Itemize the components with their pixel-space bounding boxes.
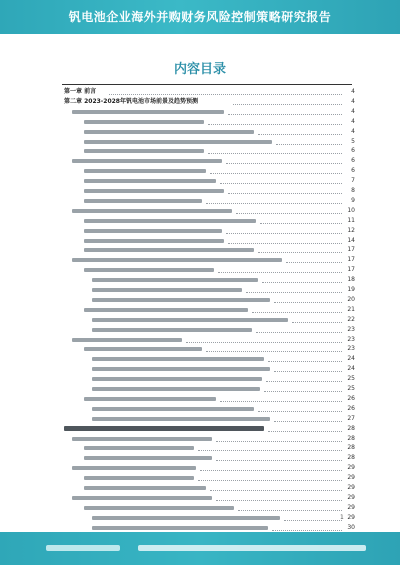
toc-leader-dots bbox=[220, 401, 342, 402]
toc-entry[interactable] bbox=[0, 443, 400, 453]
toc-page-number: 5 bbox=[351, 137, 355, 145]
toc-page-number: 23 bbox=[347, 325, 355, 333]
toc-entry-label-redacted bbox=[92, 407, 254, 411]
toc-entry[interactable] bbox=[0, 463, 400, 473]
toc-page-number: 28 bbox=[347, 454, 355, 462]
toc-entry[interactable] bbox=[0, 166, 400, 176]
toc-entry-label-redacted bbox=[92, 318, 288, 322]
toc-entry-label-redacted bbox=[72, 338, 182, 342]
toc-entry-label-redacted bbox=[84, 120, 204, 124]
toc-entry-label-redacted bbox=[84, 347, 202, 351]
toc-leader-dots bbox=[218, 272, 342, 273]
toc-entry[interactable] bbox=[0, 117, 400, 127]
toc-entry-label: 第一章 前言 bbox=[64, 88, 97, 95]
toc-entry-label-redacted bbox=[92, 417, 270, 421]
toc-entry[interactable] bbox=[0, 503, 400, 513]
toc-entry[interactable] bbox=[0, 265, 400, 275]
toc-page-number: 4 bbox=[351, 127, 355, 135]
toc-page-number: 28 bbox=[347, 424, 355, 432]
toc-entry[interactable] bbox=[0, 156, 400, 166]
toc-entry[interactable] bbox=[0, 275, 400, 285]
toc-entry-label-redacted bbox=[72, 258, 282, 262]
toc-entry-label-redacted bbox=[84, 149, 204, 153]
toc-leader-dots bbox=[262, 282, 342, 283]
toc-entry[interactable] bbox=[0, 137, 400, 147]
toc-leader-dots bbox=[210, 173, 342, 174]
toc-entry[interactable] bbox=[0, 146, 400, 156]
toc-page-number: 17 bbox=[347, 246, 355, 254]
toc-leader-dots bbox=[216, 460, 342, 461]
toc-entry[interactable] bbox=[0, 176, 400, 186]
toc-leader-dots bbox=[258, 411, 342, 412]
toc-entry[interactable] bbox=[0, 394, 400, 404]
toc-entry[interactable] bbox=[0, 344, 400, 354]
toc-leader-dots bbox=[198, 480, 342, 481]
toc-leader-dots bbox=[284, 520, 342, 521]
toc-entry-label-redacted bbox=[72, 496, 212, 500]
toc-page-number: 26 bbox=[347, 404, 355, 412]
toc-page-number: 29 bbox=[347, 484, 355, 491]
toc-page-number: 11 bbox=[347, 216, 355, 224]
toc-entry[interactable] bbox=[0, 424, 400, 434]
toc-entry[interactable] bbox=[0, 434, 400, 444]
toc-page-number: 18 bbox=[347, 276, 355, 284]
toc-page-number: 19 bbox=[347, 286, 355, 293]
toc-leader-dots bbox=[206, 203, 342, 204]
toc-leader-dots bbox=[233, 104, 342, 105]
toc-page-number: 23 bbox=[347, 345, 355, 353]
toc-page-number: 23 bbox=[347, 335, 355, 343]
toc-entry[interactable] bbox=[0, 285, 400, 295]
toc-leader-dots bbox=[236, 213, 342, 214]
toc-entry-label-redacted bbox=[92, 278, 258, 282]
toc-entry-label-redacted bbox=[84, 199, 202, 203]
toc-page-number: 25 bbox=[347, 375, 355, 383]
toc-entry[interactable] bbox=[0, 335, 400, 345]
toc-leader-dots bbox=[258, 252, 342, 253]
toc-entry[interactable] bbox=[0, 97, 400, 107]
footer-tagline bbox=[46, 545, 120, 551]
toc-page-number: 20 bbox=[347, 295, 355, 303]
toc-leader-dots bbox=[274, 371, 342, 372]
toc-entry[interactable] bbox=[0, 473, 400, 483]
toc-entry-label-redacted bbox=[92, 367, 270, 371]
toc-entry[interactable] bbox=[0, 226, 400, 236]
toc-leader-dots bbox=[206, 351, 342, 352]
toc-leader-dots bbox=[276, 144, 342, 145]
toc-top-rule bbox=[62, 84, 352, 85]
toc-page-number: 4 bbox=[351, 107, 355, 115]
toc-leader-dots bbox=[228, 243, 342, 244]
toc-page-number: 6 bbox=[351, 157, 355, 165]
toc-entry-label-redacted bbox=[84, 268, 214, 272]
toc-entry[interactable] bbox=[0, 107, 400, 117]
toc-entry-label-redacted bbox=[84, 248, 254, 252]
toc-page-number: 28 bbox=[347, 444, 355, 452]
toc-leader-dots bbox=[238, 510, 342, 511]
toc-entry[interactable] bbox=[0, 374, 400, 384]
toc-page-number: 12 bbox=[347, 226, 355, 234]
toc-entry-label-redacted bbox=[84, 179, 216, 183]
footer-services bbox=[138, 545, 366, 551]
toc-page-number: 6 bbox=[351, 147, 355, 155]
toc-entry[interactable] bbox=[0, 453, 400, 463]
toc-leader-dots bbox=[210, 490, 342, 491]
toc-entry-label-redacted bbox=[84, 308, 248, 312]
toc-entry-label-redacted bbox=[84, 229, 222, 233]
toc-page-number: 24 bbox=[347, 365, 355, 373]
toc-entry-label-redacted bbox=[92, 328, 252, 332]
toc-leader-dots bbox=[252, 312, 342, 313]
toc-page-number: 29 bbox=[347, 493, 355, 501]
toc-entry-label-redacted bbox=[84, 476, 194, 480]
toc-entry-label-redacted bbox=[84, 397, 216, 401]
toc-entry[interactable] bbox=[0, 127, 400, 137]
toc-leader-dots bbox=[274, 421, 342, 422]
toc-page-number: 4 bbox=[351, 88, 355, 95]
toc-leader-dots bbox=[226, 233, 342, 234]
toc-leader-dots bbox=[264, 391, 342, 392]
toc-entry[interactable] bbox=[0, 206, 400, 216]
toc-entry[interactable] bbox=[0, 216, 400, 226]
toc-leader-dots bbox=[186, 342, 342, 343]
toc-entry-label-redacted bbox=[72, 209, 232, 213]
toc-entry[interactable] bbox=[0, 236, 400, 246]
toc-leader-dots bbox=[226, 163, 342, 164]
toc-page-number: 26 bbox=[347, 394, 355, 402]
toc-entry-label-redacted bbox=[84, 140, 272, 144]
toc-page-number: 28 bbox=[347, 434, 355, 442]
toc-entry-label-redacted bbox=[92, 387, 260, 391]
toc-entry-label: 第二章 2023-2028年钒电池市场前景及趋势预测 bbox=[64, 97, 198, 105]
toc-page-number: 17 bbox=[347, 256, 355, 264]
toc-page-number: 17 bbox=[347, 266, 355, 274]
toc-leader-dots bbox=[266, 381, 342, 382]
toc-entry-label-redacted bbox=[92, 516, 280, 520]
toc-leader-dots bbox=[109, 94, 342, 95]
toc-leader-dots bbox=[274, 302, 342, 303]
toc-leader-dots bbox=[258, 134, 342, 135]
toc-entry-label-redacted bbox=[92, 288, 242, 292]
toc-entry[interactable] bbox=[0, 305, 400, 315]
toc-entry[interactable] bbox=[0, 354, 400, 364]
toc-page-number: 6 bbox=[351, 167, 355, 175]
toc-entry-label-redacted bbox=[72, 159, 222, 163]
toc-entry[interactable] bbox=[0, 87, 400, 97]
toc-entry[interactable] bbox=[0, 404, 400, 414]
toc-leader-dots bbox=[256, 332, 342, 333]
toc-page-number: 27 bbox=[347, 414, 355, 422]
toc-entry[interactable] bbox=[0, 483, 400, 493]
toc-entry[interactable] bbox=[0, 186, 400, 196]
toc-entry-label-redacted bbox=[84, 219, 256, 223]
toc-page-number: 29 bbox=[347, 474, 355, 482]
toc-leader-dots bbox=[216, 441, 342, 442]
toc-page-number: 24 bbox=[347, 355, 355, 363]
toc-page-number: 4 bbox=[351, 97, 355, 105]
toc-leader-dots bbox=[286, 262, 342, 263]
footer-banner bbox=[0, 532, 400, 565]
toc-leader-dots bbox=[268, 361, 342, 362]
toc-page-number: 21 bbox=[347, 305, 355, 313]
toc-page-number: 29 bbox=[347, 513, 355, 521]
toc-entry[interactable] bbox=[0, 245, 400, 255]
toc-page-number: 9 bbox=[351, 196, 355, 204]
toc-page-number: 22 bbox=[347, 315, 355, 323]
toc-entry-label-redacted bbox=[84, 130, 254, 134]
toc-page-number: 30 bbox=[347, 523, 355, 531]
toc-page-number: 29 bbox=[347, 464, 355, 472]
toc-page-number: 7 bbox=[351, 177, 355, 185]
toc-entry[interactable] bbox=[0, 295, 400, 305]
toc-title: 内容目录 bbox=[173, 62, 226, 77]
toc-leader-dots bbox=[198, 450, 342, 451]
toc-entry-label-redacted bbox=[92, 377, 262, 381]
toc-entry[interactable] bbox=[0, 315, 400, 325]
toc-page-number: 8 bbox=[351, 187, 355, 194]
toc-entry-label-redacted bbox=[64, 426, 264, 431]
toc-entry-label-redacted bbox=[84, 446, 194, 450]
toc-leader-dots bbox=[208, 153, 342, 154]
toc-leader-dots bbox=[228, 193, 342, 194]
toc-leader-dots bbox=[272, 530, 342, 531]
toc-entry-label-redacted bbox=[84, 169, 206, 173]
toc-page-number: 25 bbox=[347, 385, 355, 392]
toc-entry-label-redacted bbox=[84, 486, 206, 490]
toc-entry-label-redacted bbox=[72, 110, 224, 114]
toc-entry[interactable] bbox=[0, 325, 400, 335]
toc-entry[interactable] bbox=[0, 414, 400, 424]
toc-leader-dots bbox=[246, 292, 342, 293]
header-banner bbox=[0, 0, 400, 34]
toc-entry-label-redacted bbox=[84, 239, 224, 243]
toc-entry[interactable] bbox=[0, 493, 400, 503]
toc-page-number: 14 bbox=[347, 236, 355, 244]
toc-entry-label-redacted bbox=[92, 357, 264, 361]
toc-leader-dots bbox=[292, 322, 342, 323]
toc-leader-dots bbox=[268, 431, 342, 432]
toc-page-number: 10 bbox=[347, 206, 355, 214]
toc-entry[interactable] bbox=[0, 196, 400, 206]
report-title: 钒电池企业海外并购财务风险控制策略研究报告 bbox=[68, 10, 332, 24]
toc-leader-dots bbox=[228, 114, 342, 115]
toc-entry[interactable] bbox=[0, 364, 400, 374]
toc-entry-label-redacted bbox=[92, 526, 268, 530]
toc-entry-label-redacted bbox=[84, 506, 234, 510]
toc-leader-dots bbox=[200, 470, 342, 471]
toc-leader-dots bbox=[220, 183, 342, 184]
toc-page-number: 4 bbox=[351, 117, 355, 125]
toc-leader-dots bbox=[208, 124, 342, 125]
toc-entry-label-redacted bbox=[84, 456, 212, 460]
page-number: 1 bbox=[340, 514, 344, 521]
toc-entry-label-redacted bbox=[92, 298, 270, 302]
toc-entry-label-redacted bbox=[72, 437, 212, 441]
toc-entry[interactable] bbox=[0, 255, 400, 265]
toc-entry-label-redacted bbox=[72, 466, 196, 470]
toc-entry-label-redacted bbox=[84, 189, 224, 193]
toc-leader-dots bbox=[216, 500, 342, 501]
toc-leader-dots bbox=[260, 223, 342, 224]
toc-entry[interactable] bbox=[0, 384, 400, 394]
toc-page-number: 29 bbox=[347, 503, 355, 511]
